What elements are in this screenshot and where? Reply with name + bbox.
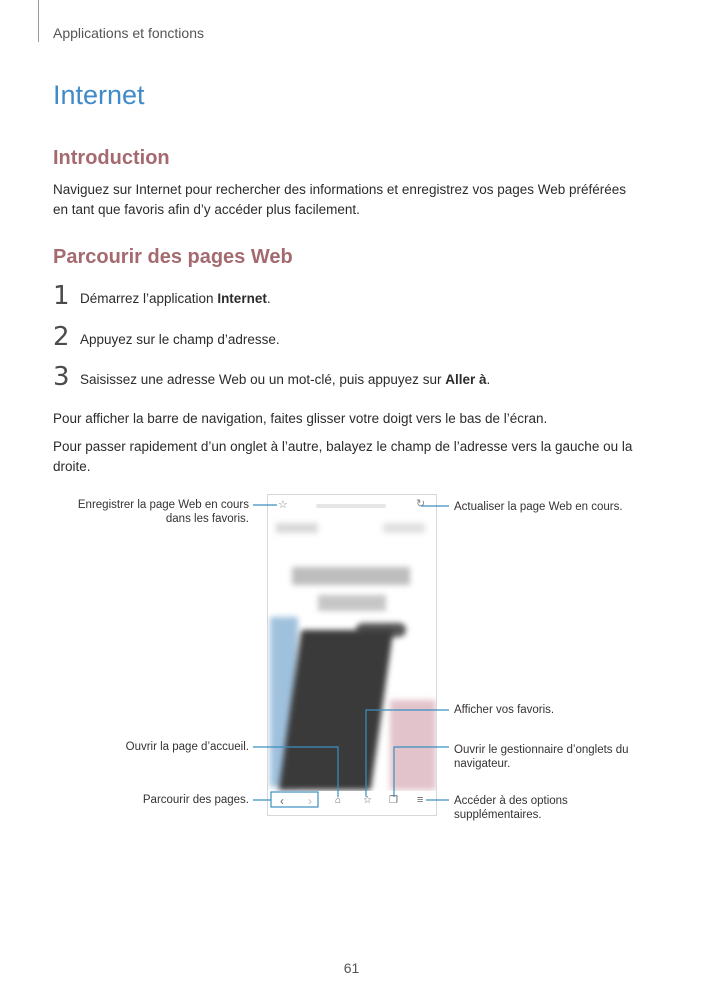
callout-open-home: Ouvrir la page d’accueil. [125, 741, 249, 753]
back-icon[interactable]: ‹ [280, 794, 284, 808]
callout-tab-manager: Ouvrir le gestionnaire d’onglets du navigateur. [454, 744, 629, 770]
menu-icon[interactable]: ≡ [417, 794, 424, 806]
intro-text: Naviguez sur Internet pour rechercher des informations et enregistrez vos pages Web préférées en tant que favoris afin d’y accéder plus facilement. [53, 182, 627, 217]
callout-show-favorites: Afficher vos favoris. [454, 704, 555, 716]
intro-heading: Introduction [53, 147, 170, 169]
step-text: Appuyez sur le champ d’adresse. [80, 332, 280, 347]
step-number: 2 [53, 322, 70, 352]
bookmark-star-icon[interactable]: ☆ [278, 499, 288, 511]
page-number: 61 [343, 960, 360, 976]
chapter-title: Applications et fonctions [53, 25, 204, 41]
callout-browse-pages: Parcourir des pages. [142, 794, 249, 806]
browse-heading: Parcourir des pages Web [53, 246, 293, 268]
home-icon[interactable]: ⌂ [335, 795, 342, 806]
step-number: 1 [53, 281, 70, 311]
favorites-star-icon[interactable]: ☆ [363, 795, 372, 806]
app-name-internet: Internet [217, 291, 267, 306]
step-number: 3 [53, 362, 70, 392]
step-text: Saisissez une adresse Web ou un mot-clé, puis appuyez sur Aller à. [80, 372, 491, 387]
forward-icon[interactable]: › [308, 794, 312, 808]
note-switch-tabs: Pour passer rapidement d’un onglet à l’autre, balayez le champ de l’adresse vers la gauche ou la droite. [53, 439, 633, 474]
page-title: Internet [53, 80, 145, 110]
step-text: Démarrez l’application Internet. [80, 291, 271, 306]
callout-bookmark-current: Enregistrer la page Web en cours dans les favoris. [77, 499, 249, 525]
refresh-icon[interactable]: ↻ [416, 498, 426, 510]
callout-more-options: Accéder à des options supplémentaires. [454, 795, 568, 821]
callout-refresh: Actualiser la page Web en cours. [454, 501, 623, 513]
tabs-icon[interactable]: ❐ [389, 795, 398, 806]
go-button-label: Aller à [445, 372, 487, 387]
note-navigation-bar: Pour afficher la barre de navigation, faites glisser votre doigt vers le bas de l’écran. [53, 411, 548, 426]
